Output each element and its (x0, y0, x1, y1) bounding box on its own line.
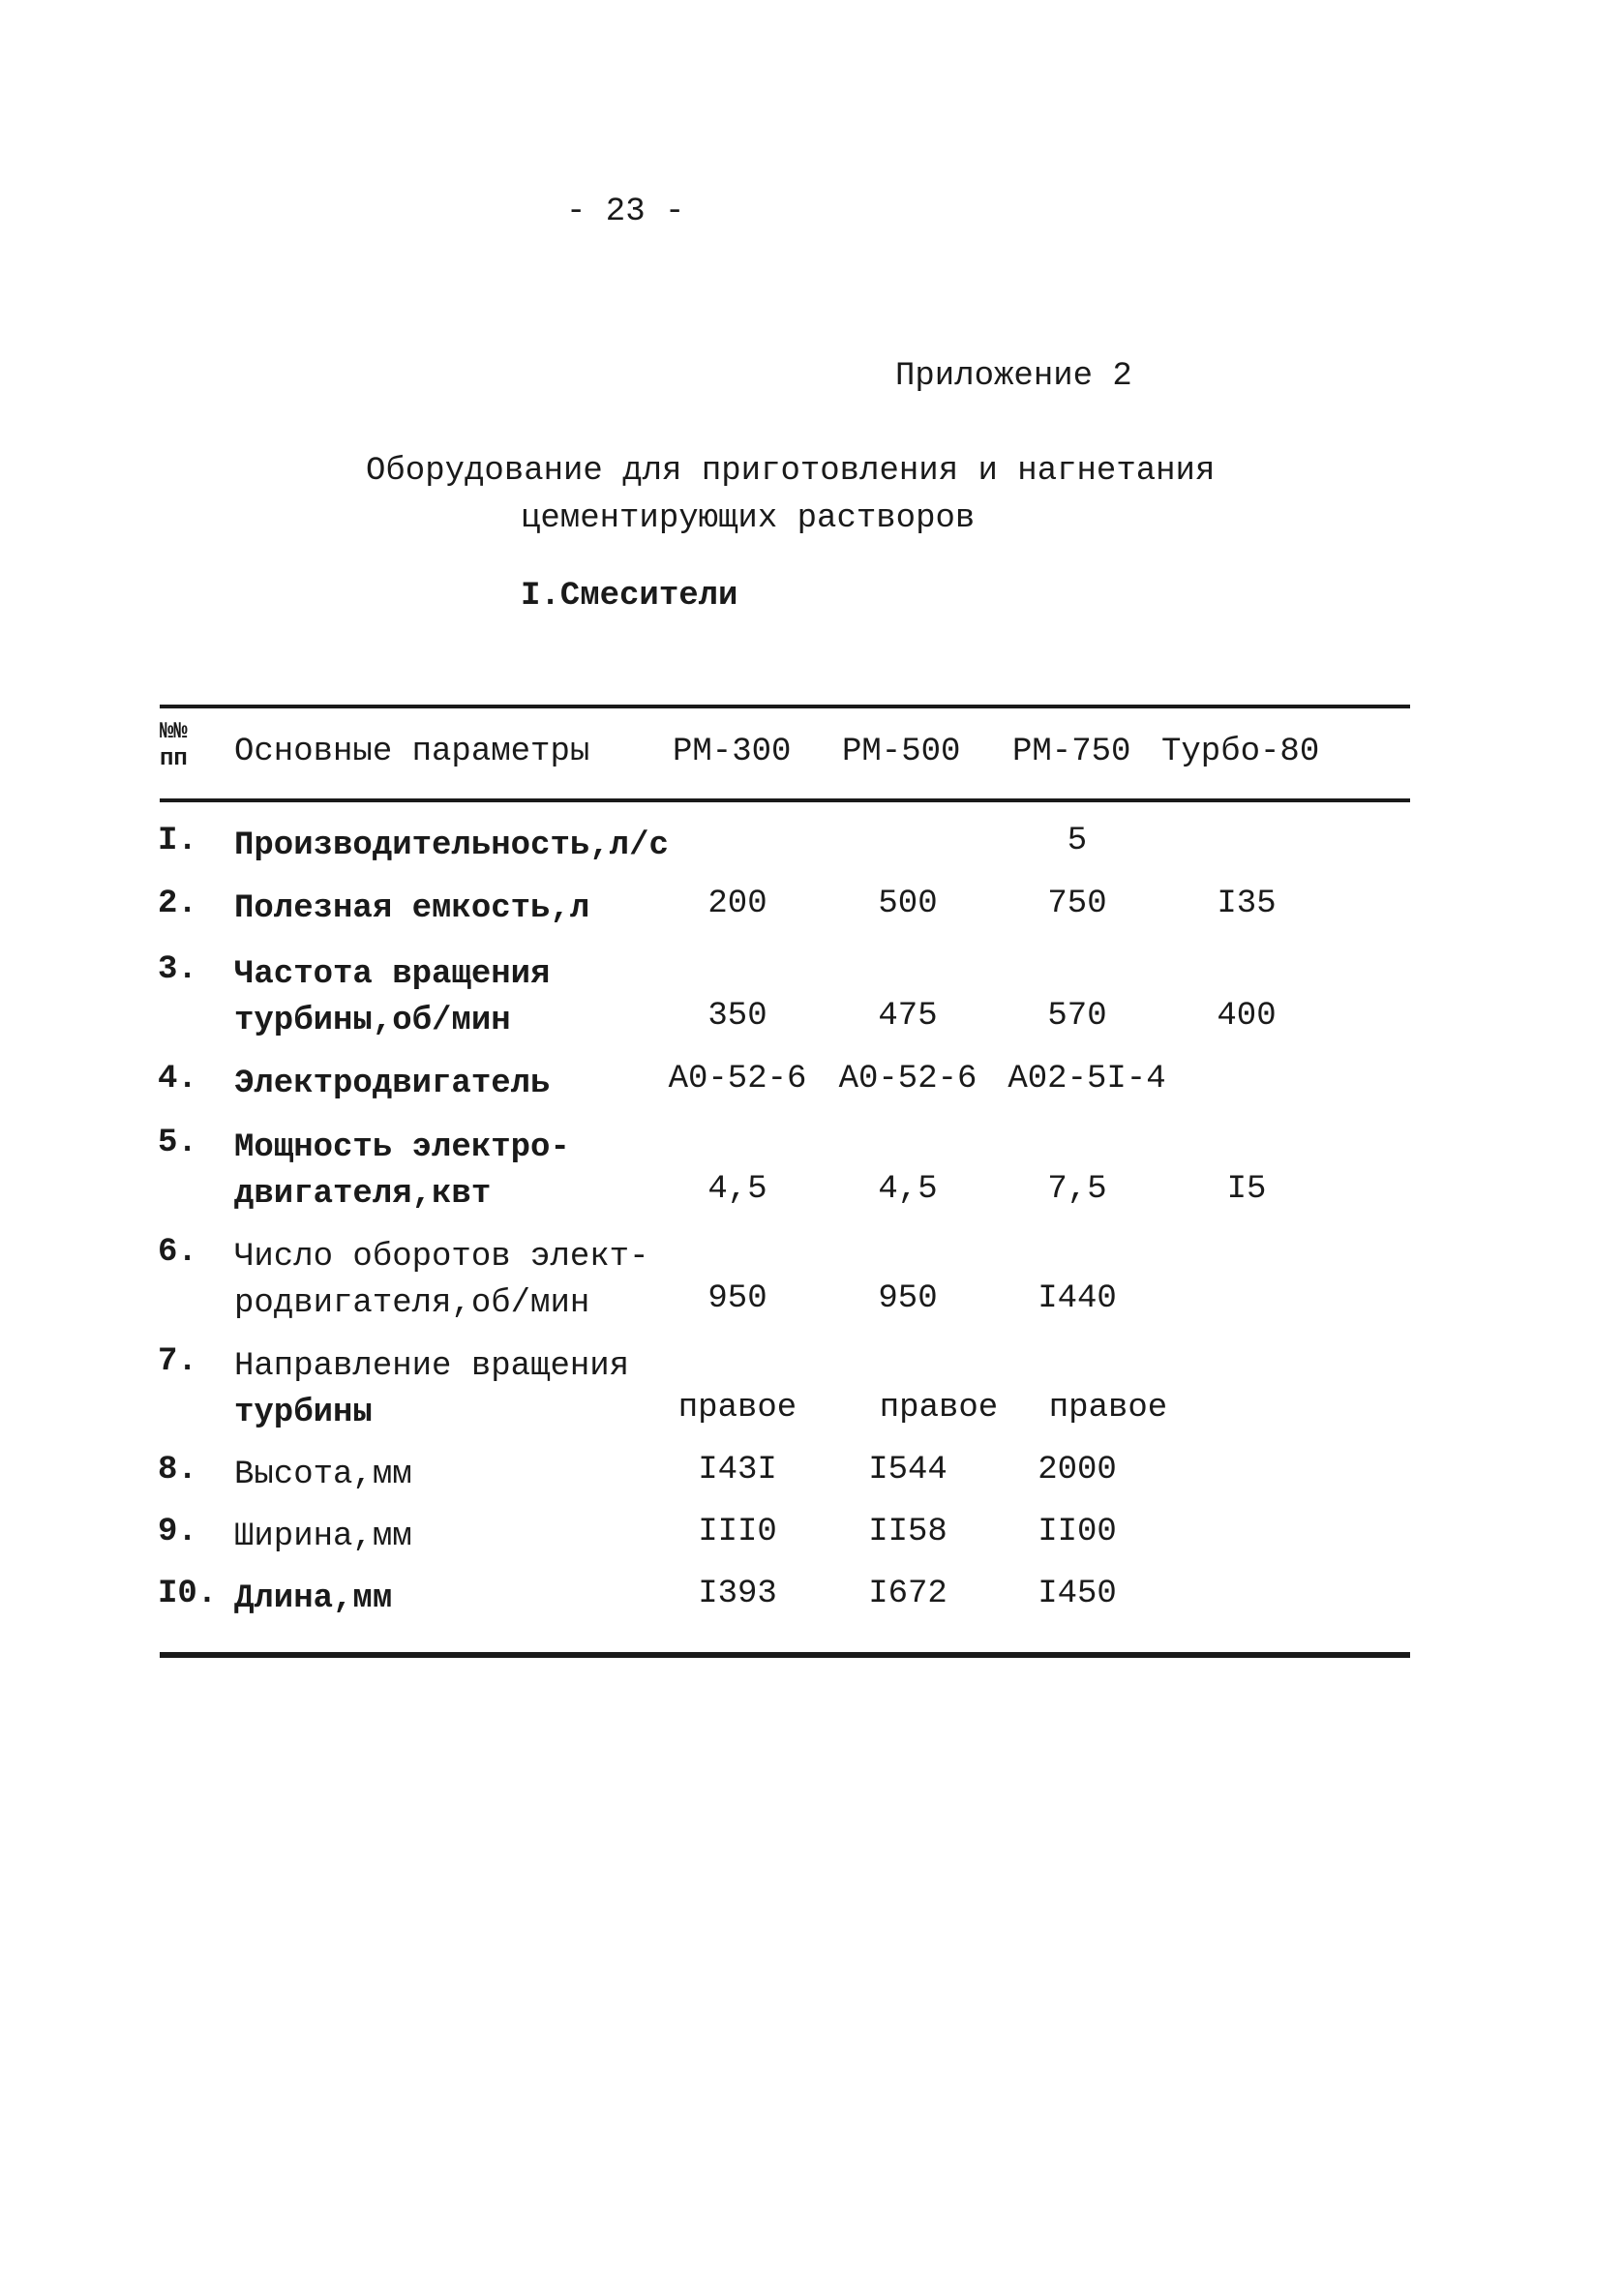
row-value-rm-300: 950 (707, 1280, 767, 1317)
row-value-turbo-80: 400 (1217, 998, 1277, 1035)
document-title-line-2: цементирующих растворов (521, 500, 976, 537)
header-turbo-80: Турбо-80 (1161, 734, 1320, 770)
appendix-label: Приложение 2 (895, 358, 1132, 395)
row-parameter: Электродвигатель (234, 1066, 551, 1102)
row-value-rm-750: 2000 (1038, 1452, 1117, 1488)
row-value-rm-300: 4,5 (707, 1171, 767, 1208)
row-value-rm-500: 500 (878, 886, 938, 922)
row-value-rm-500: I672 (868, 1576, 947, 1612)
row-value-rm-500: 475 (878, 998, 938, 1035)
row-parameter-line-2: родвигателя,об/мин (234, 1285, 590, 1322)
row-value-turbo-80: I35 (1217, 886, 1277, 922)
row-value-rm-750: правое (1048, 1390, 1168, 1427)
header-rm-750: РМ-750 (1012, 734, 1131, 770)
row-parameter-line-2: двигателя,квт (234, 1176, 492, 1213)
row-number: 5. (158, 1125, 197, 1161)
page-number: - 23 - (566, 194, 685, 230)
row-value-rm-300: I393 (698, 1576, 777, 1612)
row-value-rm-750: I440 (1038, 1280, 1117, 1317)
table-bottom-rule (160, 1652, 1410, 1658)
row-number: 8. (158, 1452, 197, 1488)
row-number: 2. (158, 886, 197, 922)
header-parameters: Основные параметры (234, 734, 590, 770)
row-value-rm-300: 200 (707, 886, 767, 922)
row-parameter: Длина,мм (234, 1580, 393, 1617)
row-parameter: Производительность,л/с (234, 827, 669, 864)
row-value-rm-300: А0-52-6 (668, 1061, 807, 1097)
row-parameter-line-1: Направление вращения (234, 1348, 630, 1385)
row-parameter-line-2: турбины,об/мин (234, 1003, 511, 1039)
header-rm-300: РМ-300 (673, 734, 792, 770)
row-parameter-line-2: турбины (234, 1395, 373, 1431)
header-number-sign: №№ (160, 719, 188, 745)
row-value-rm-750: 7,5 (1047, 1171, 1107, 1208)
row-value-rm-500: правое (879, 1390, 999, 1427)
row-value-rm-750: А02-5I-4 (1007, 1061, 1166, 1097)
row-value-rm-300: III0 (698, 1514, 777, 1550)
row-parameter-line-1: Частота вращения (234, 956, 551, 993)
row-number: 9. (158, 1514, 197, 1550)
row-value-rm-300: правое (677, 1390, 797, 1427)
header-number-abbrev: пп (160, 746, 188, 772)
header-rm-500: РМ-500 (842, 734, 961, 770)
row-number: I0. (158, 1576, 218, 1612)
row-number: 6. (158, 1234, 197, 1271)
row-number: 4. (158, 1061, 197, 1097)
row-parameter-line-1: Мощность электро- (234, 1129, 570, 1166)
table-top-rule (160, 705, 1410, 708)
row-parameter: Высота,мм (234, 1457, 412, 1493)
row-value-turbo-80: I5 (1226, 1171, 1267, 1208)
row-value-rm-500: II58 (868, 1514, 947, 1550)
row-value-rm-750: I450 (1038, 1576, 1117, 1612)
row-value-rm-300: I43I (698, 1452, 777, 1488)
row-value-rm-750: 5 (1067, 823, 1088, 859)
table-header-rule (160, 798, 1410, 802)
row-value-rm-750: 570 (1047, 998, 1107, 1035)
row-parameter: Ширина,мм (234, 1518, 412, 1555)
row-number: I. (158, 823, 197, 859)
row-value-rm-750: 750 (1047, 886, 1107, 922)
document-title-line-1: Оборудование для приготовления и нагнетания (366, 453, 1216, 490)
row-parameter: Полезная емкость,л (234, 890, 590, 927)
row-value-rm-500: I544 (868, 1452, 947, 1488)
row-number: 7. (158, 1343, 197, 1380)
row-value-rm-300: 350 (707, 998, 767, 1035)
row-parameter-line-1: Число оборотов элект- (234, 1239, 649, 1276)
row-value-rm-750: II00 (1038, 1514, 1117, 1550)
row-value-rm-500: А0-52-6 (838, 1061, 977, 1097)
row-value-rm-500: 4,5 (878, 1171, 938, 1208)
row-value-rm-500: 950 (878, 1280, 938, 1317)
header-number (160, 719, 188, 773)
section-title: I.Смесители (521, 578, 738, 615)
row-number: 3. (158, 951, 197, 988)
